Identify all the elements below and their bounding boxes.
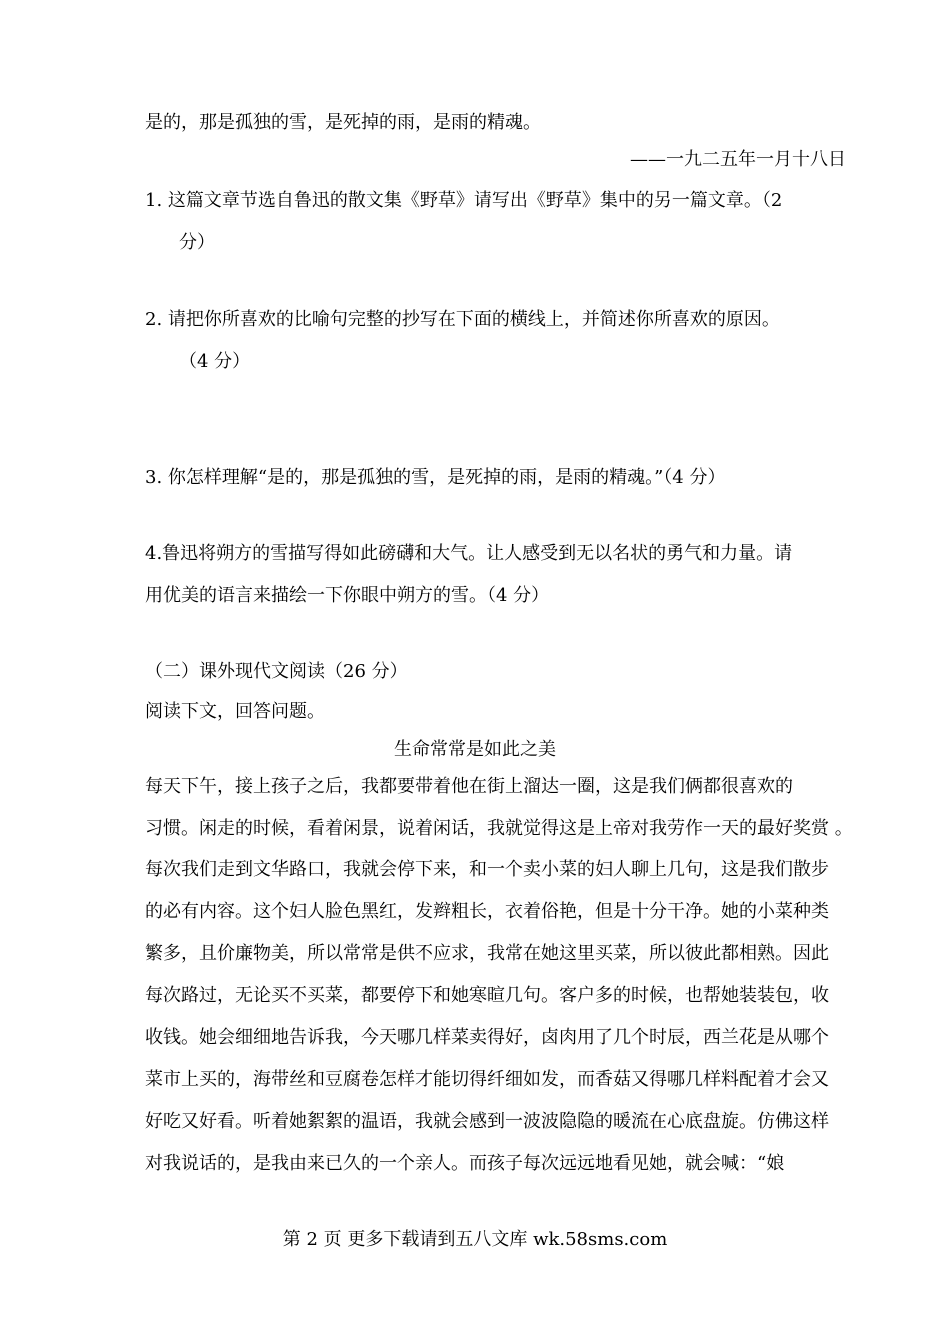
article-line: 对我说话的，是我由来已久的一个亲人。而孩子每次远远地看见她，就会喊：“娘: [145, 1153, 785, 1174]
article-line: 每次我们走到文华路口，我就会停下来，和一个卖小菜的妇人聊上几句，这是我们散步: [145, 859, 829, 880]
article-line: 习惯。闲走的时候，看着闲景，说着闲话，我就觉得这是上帝对我劳作一天的最好奖赏 。: [145, 818, 853, 839]
question-4: 4.鲁迅将朔方的雪描写得如此磅礴和大气。让人感受到无以名状的勇气和力量。请: [145, 543, 793, 564]
question-2: 2. 请把你所喜欢的比喻句完整的抄写在下面的横线上，并简述你所喜欢的原因。: [145, 309, 780, 330]
article-line: 每次路过，无论买不买菜，都要停下和她寒暄几句。客户多的时候，也帮她装装包，收: [145, 985, 829, 1006]
question-3: 3. 你怎样理解“是的，那是孤独的雪，是死掉的雨，是雨的精魂。”（4 分）: [145, 467, 726, 488]
article-line: 菜市上买的，海带丝和豆腐卷怎样才能切得纤细如发，而香菇又得哪几样料配着才会又: [145, 1069, 829, 1090]
question-2-cont: （4 分）: [179, 351, 251, 372]
article-line: 繁多，且价廉物美，所以常常是供不应求，我常在她这里买菜，所以彼此都相熟。因此: [145, 943, 829, 964]
question-1-cont: 分）: [179, 232, 215, 253]
page-footer: 第 2 页 更多下载请到五八文库 wk.58sms.com: [282, 1229, 668, 1250]
article-line: 每天下午，接上孩子之后，我都要带着他在街上溜达一圈，这是我们俩都很喜欢的: [145, 776, 793, 797]
instruction: 阅读下文，回答问题。: [145, 701, 325, 722]
article-title: 生命常常是如此之美: [394, 739, 556, 760]
date-line: ——一九二五年一月十八日: [630, 149, 846, 170]
article-line: 收钱。她会细细地告诉我，今天哪几样菜卖得好，卤肉用了几个时辰，西兰花是从哪个: [145, 1027, 829, 1048]
question-1: 1. 这篇文章节选自鲁迅的散文集《野草》请写出《野草》集中的另一篇文章。（2: [145, 190, 783, 211]
article-line: 的必有内容。这个妇人脸色黑红，发辫粗长，衣着俗艳，但是十分干净。她的小菜种类: [145, 901, 829, 922]
section-heading: （二）课外现代文阅读（26 分）: [145, 661, 408, 682]
article-line: 好吃又好看。听着她絮絮的温语，我就会感到一波波隐隐的暖流在心底盘旋。仿佛这样: [145, 1111, 829, 1132]
poem-end-line: 是的，那是孤独的雪，是死掉的雨，是雨的精魂。: [145, 112, 541, 133]
question-4-cont: 用优美的语言来描绘一下你眼中朔方的雪。（4 分）: [145, 585, 550, 606]
